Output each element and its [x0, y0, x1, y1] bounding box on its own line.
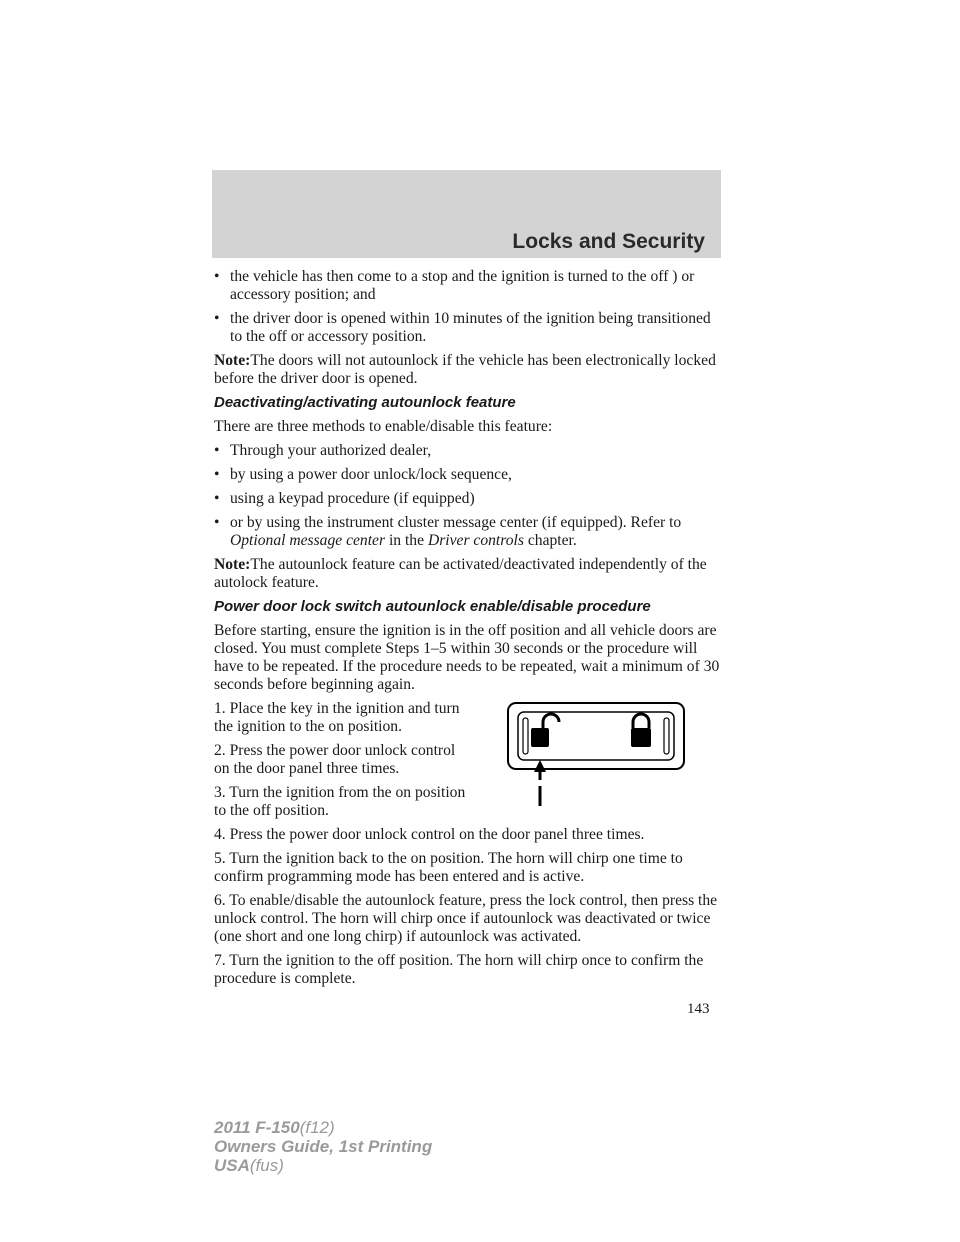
note-text: The doors will not autounlock if the vehicle has been electronically locked before the driver door is opened.: [214, 352, 716, 387]
note-paragraph: [214, 352, 724, 388]
step-item: 7. Turn the ignition to the off position. The horn will chirp once to confirm the procedure is complete.: [214, 952, 704, 987]
step-item: 2. Press the power door unlock control on the door panel three times.: [214, 742, 456, 777]
note-label: Note:: [214, 556, 251, 573]
page-number: 143: [687, 1001, 710, 1017]
steps-with-figure: [214, 700, 724, 820]
bullet-text: the driver door is opened within 10 minutes of the ignition being transitioned to the off or accessory position.: [230, 310, 711, 345]
bullet-dot: •: [214, 490, 220, 507]
bullet-item: [214, 514, 724, 550]
step-item: 4. Press the power door unlock control on the door panel three times.: [214, 826, 645, 843]
bullet-text-a: or by using the instrument cluster message center (if equipped). Refer to: [230, 514, 682, 531]
section-heading: Power door lock switch autounlock enable/disable procedure: [214, 598, 651, 615]
bullet-item: [214, 268, 724, 304]
bullet-text: by using a power door unlock/lock sequence,: [230, 466, 512, 483]
footer-line-2: Owners Guide, 1st Printing: [214, 1137, 433, 1156]
bullet-item: [214, 466, 724, 484]
bullet-text-b: in the: [385, 532, 428, 549]
bullet-dot: •: [214, 514, 220, 531]
note-text: The autounlock feature can be activated/deactivated independently of the autolock feature.: [214, 556, 707, 591]
bullet-item: [214, 442, 724, 460]
footer-line-3: [214, 1156, 432, 1175]
footer-line-1: [214, 1118, 432, 1137]
bullet-text: Through your authorized dealer,: [230, 442, 432, 459]
cross-reference: Optional message center: [230, 532, 386, 549]
bullet-item: [214, 310, 724, 346]
door-lock-switch-figure: [507, 702, 687, 812]
footer-model-code: (f12): [299, 1118, 335, 1137]
print-footer: [214, 1118, 432, 1175]
step-item: 3. Turn the ignition from the on position to the off position.: [214, 784, 466, 819]
step-item: 6. To enable/disable the autounlock feature, press the lock control, then press the unlock control. The horn will chirp once if autounlock was deactivated or twice (one short and one long chirp) if autounlock was activated.: [214, 892, 718, 945]
page-content: [214, 268, 724, 994]
cross-reference: Driver controls: [427, 532, 524, 549]
bullet-dot: •: [214, 310, 220, 327]
footer-model: 2011 F-150: [214, 1118, 300, 1137]
note-paragraph: [214, 556, 724, 592]
footer-market-code: (fus): [249, 1156, 284, 1175]
door-lock-switch-illustration: [507, 702, 687, 812]
bullet-item: [214, 490, 724, 508]
step-item: 5. Turn the ignition back to the on position. The horn will chirp one time to confirm programming mode has been entered and is active.: [214, 850, 683, 885]
step-item: 1. Place the key in the ignition and turn the ignition to the on position.: [214, 700, 460, 735]
section-intro: There are three methods to enable/disable this feature:: [214, 418, 553, 435]
bullet-text: the vehicle has then come to a stop and the ignition is turned to the off ) or accessory position; and: [230, 268, 695, 303]
footer-market: USA: [214, 1156, 250, 1175]
bullet-dot: •: [214, 268, 220, 285]
bullet-text: using a keypad procedure (if equipped): [230, 490, 475, 507]
section-heading: Deactivating/activating autounlock feature: [214, 394, 516, 411]
chapter-title: Locks and Security: [512, 230, 705, 253]
section-intro: Before starting, ensure the ignition is in the off position and all vehicle doors are closed. You must complete Steps 1–5 within 30 seconds or the procedure will have to be repeated. If the procedure needs to be repeated, wait a minimum of 30 seconds before beginning again.: [214, 622, 720, 693]
note-label: Note:: [214, 352, 251, 369]
bullet-dot: •: [214, 442, 220, 459]
bullet-dot: •: [214, 466, 220, 483]
bullet-text-c: chapter.: [523, 532, 577, 549]
chapter-header-band: [212, 170, 721, 258]
